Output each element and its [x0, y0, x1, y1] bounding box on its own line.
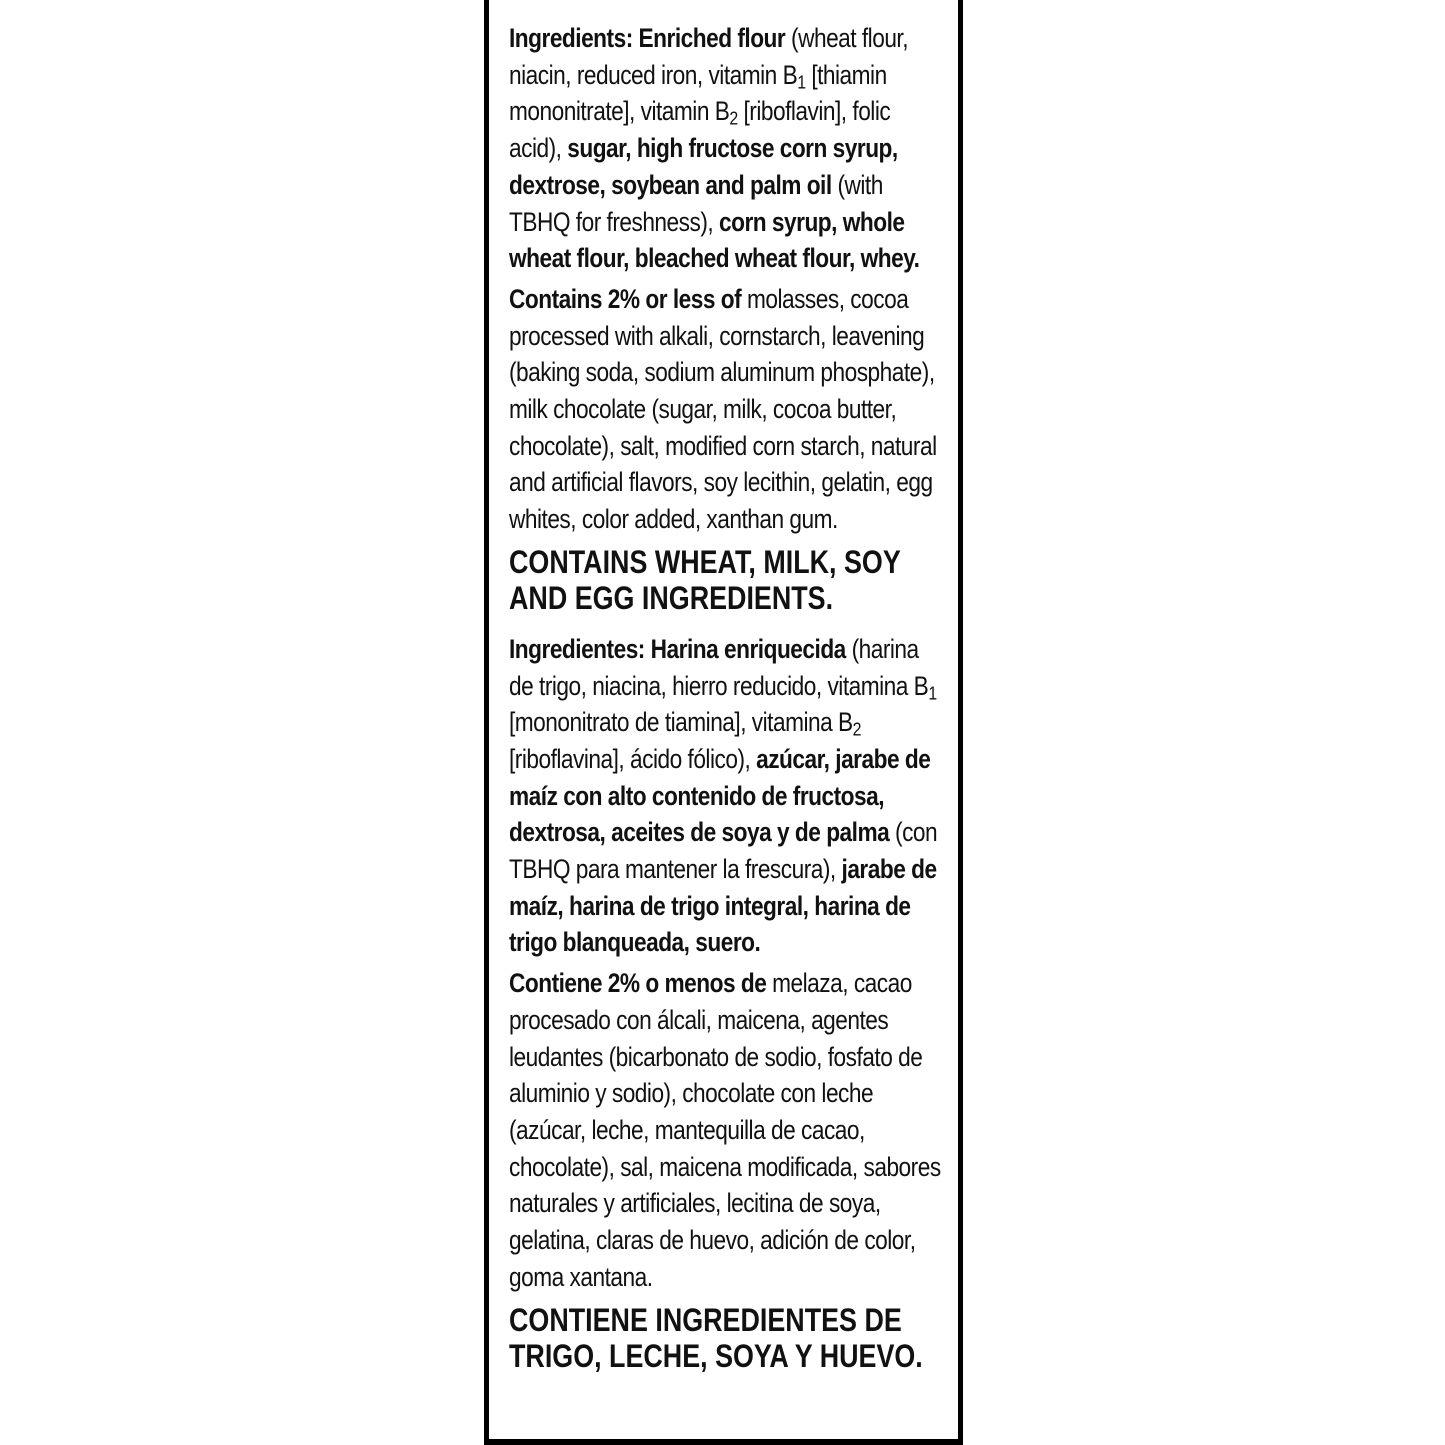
english-flour-detail-a: (wheat flour, niacin, reduced iron, vitamin B	[509, 23, 909, 90]
spanish-contains-less-label: Contiene 2% o menos de	[509, 968, 767, 999]
english-main-ingredients-2: corn syrup, whole wheat flour, bleached wheat flour, whey.	[509, 206, 920, 274]
spanish-b1-subscript: 1	[928, 683, 937, 705]
ingredients-label-panel	[484, 0, 963, 1445]
spanish-flour-detail-c: [riboflavina], ácido fólico),	[509, 743, 751, 774]
english-flour-detail-b: [thiamin mononitrate], vitamin B	[509, 59, 887, 127]
english-contains-less-label: Contains 2% or less of	[509, 283, 742, 314]
spanish-minor-ingredients: melaza, cacao procesado con álcali, maicena, agentes leudantes (bicarbonato de sodio, fosfato de aluminio y sodio), chocolate con leche (azúcar, leche, mantequilla de cacao, chocolate), sal, maicena modificada, sabores naturales y artificiales, lecitina de soya, gelatina, claras de huevo, adición de color, goma xantana.	[509, 968, 941, 1292]
english-main-ingredients-1: sugar, high fructose corn syrup, dextrose, soybean and palm oil	[509, 133, 898, 200]
english-minor-ingredients: molasses, cocoa processed with alkali, cornstarch, leavening (baking soda, sodium aluminum phosphate), milk chocolate (sugar, milk, cocoa butter, chocolate), salt, modified corn starch, natural and artificial flavors, soy lecithin, gelatin, egg whites, color added, xanthan gum.	[509, 283, 937, 535]
english-enriched-flour: Enriched flour	[638, 23, 786, 53]
spanish-ingredients-paragraph	[509, 631, 941, 961]
section-divider-space	[509, 617, 941, 631]
english-oil-detail: (with TBHQ for freshness),	[509, 169, 883, 237]
english-flour-detail-c: [riboflavin], folic acid),	[509, 96, 891, 164]
spanish-ingredients-heading: Ingredientes:	[509, 633, 645, 664]
english-allergen-statement: CONTAINS WHEAT, MILK, SOY AND EGG INGREDIENTS.	[509, 543, 901, 617]
english-b1-subscript: 1	[797, 72, 806, 94]
spanish-minor-ingredients-paragraph	[509, 965, 941, 1295]
spanish-enriched-flour: Harina enriquecida	[650, 633, 846, 664]
english-ingredients-paragraph	[509, 20, 941, 277]
spanish-flour-detail-b: [mononitrato de tiamina], vitamina B	[509, 707, 853, 738]
spanish-main-ingredients-1: azúcar, jarabe de maíz con alto contenido de fructosa, dextrosa, aceites de soya y de palma	[509, 743, 931, 848]
english-minor-ingredients-paragraph	[509, 281, 941, 538]
english-b2-subscript: 2	[729, 109, 738, 131]
spanish-flour-detail-a: (harina de trigo, niacina, hierro reducido, vitamina B	[509, 633, 929, 701]
spanish-main-ingredients-2: jarabe de maíz, harina de trigo integral, harina de trigo blanqueada, suero.	[509, 854, 937, 958]
english-ingredients-heading: Ingredients:	[509, 23, 633, 53]
spanish-oil-detail: (con TBHQ para mantener la frescura),	[509, 817, 938, 885]
spanish-allergen-statement: CONTIENE INGREDIENTES DE TRIGO, LECHE, SOYA Y HUEVO.	[509, 1301, 923, 1374]
spanish-b2-subscript: 2	[852, 719, 861, 741]
ingredients-text-block	[509, 20, 941, 1375]
